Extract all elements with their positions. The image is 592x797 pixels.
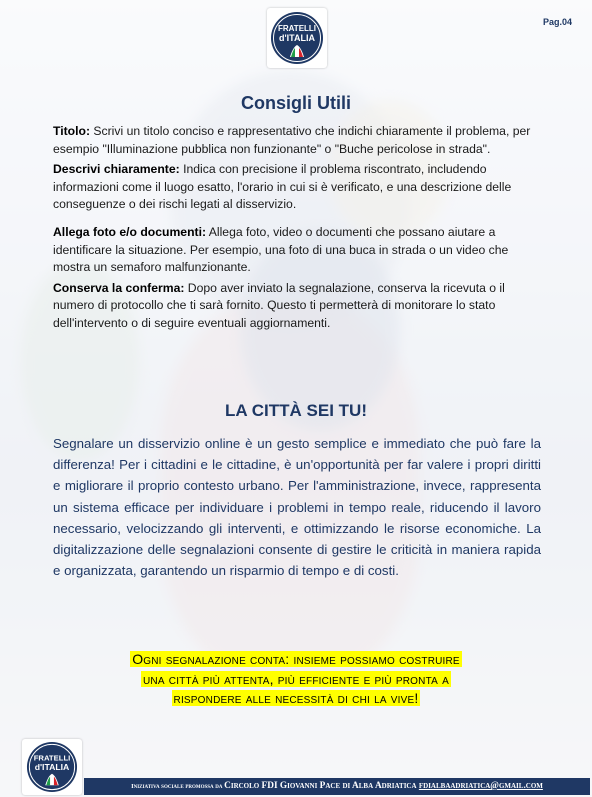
svg-text:FRATELLI: FRATELLI [277, 24, 317, 33]
party-logo-bottom [22, 739, 82, 795]
callout-line: Ogni segnalazione conta: insieme possiamo costruire [132, 651, 460, 667]
citta-paragraph: Segnalare un disservizio online è un gesto semplice e immediato che può fare la differenza! Per i cittadini e le cittadine, è un'opportunità per far valere i propri diritti e migliorare il proprio contesto urbano. Per l'amministrazione, invece, rappresenta un sistema efficace per individuare i problemi in tempo reale, riducendo il lavoro necessario, velocizzando gli interventi, e ottimizzando le risorse economiche. La digitalizzazione delle segnalazioni consente di gestire le criticità in maniera rapida e organizzata, garantendo un risparmio di tempo e di costi. [53, 436, 541, 579]
fdi-logo-icon [26, 741, 78, 793]
tips-list [53, 123, 545, 336]
page-number: Pag.04 [542, 17, 572, 27]
footer-prefix: Iniziativa sociale promossa da [131, 783, 225, 790]
tip-label: Titolo: [53, 124, 91, 138]
tip-item [53, 224, 545, 277]
svg-text:FRATELLI: FRATELLI [33, 753, 71, 763]
tip-label: Descrivi chiaramente: [53, 162, 180, 177]
tip-item [53, 280, 545, 333]
footer-bar [84, 778, 590, 795]
tip-text: Allega foto, video o documenti che possano aiutare a identificare la situazione. Per esempio, una foto di una buca in strada o un video che mostra un semaforo malfunzionante. [53, 224, 509, 275]
footer-email-link[interactable]: fdialbaadriatica@gmail.com [418, 781, 543, 791]
svg-text:d'ITALIA: d'ITALIA [279, 33, 315, 43]
tip-label: Conserva la conferma: [53, 280, 185, 295]
tip-text: Dopo aver inviato la segnalazione, conserva la ricevuta o il numero di protocollo che ti sarà fornito. Questo ti permetterà di monitorare lo stato dell'intervento o di seguire eventuali aggiornamenti. [53, 280, 505, 330]
fdi-logo-icon [270, 11, 324, 65]
tip-label: Allega foto e/o documenti: [53, 224, 207, 239]
party-logo-top [267, 8, 327, 68]
tip-item [53, 161, 545, 214]
section-title-citta: LA CITTÀ SEI TU! [225, 401, 367, 420]
footer-org: Circolo FDI Giovanni Pace di Alba Adriatica [224, 781, 419, 791]
callout-banner [56, 650, 536, 709]
tip-text: Scrivi un titolo conciso e rappresentativo che indichi chiaramente il problema, per esempio "Illuminazione pubblica non funzionante" o "Buche pericolose in strada". [53, 124, 531, 156]
svg-text:d'ITALIA: d'ITALIA [34, 761, 70, 772]
section-title-consigli: Consigli Utili [241, 93, 351, 113]
callout-line: una città più attenta, più efficiente e più pronta a [143, 670, 449, 687]
callout-line: rispondere alle necessità di chi la vive! [173, 690, 419, 706]
tip-text: Indica con precisione il problema riscontrato, includendo informazioni come il luogo esatto, l'orario in cui si è verificato, e una descrizione delle conseguenze o dei rischi legati al disservizio. [53, 162, 512, 212]
tip-item [53, 123, 545, 158]
